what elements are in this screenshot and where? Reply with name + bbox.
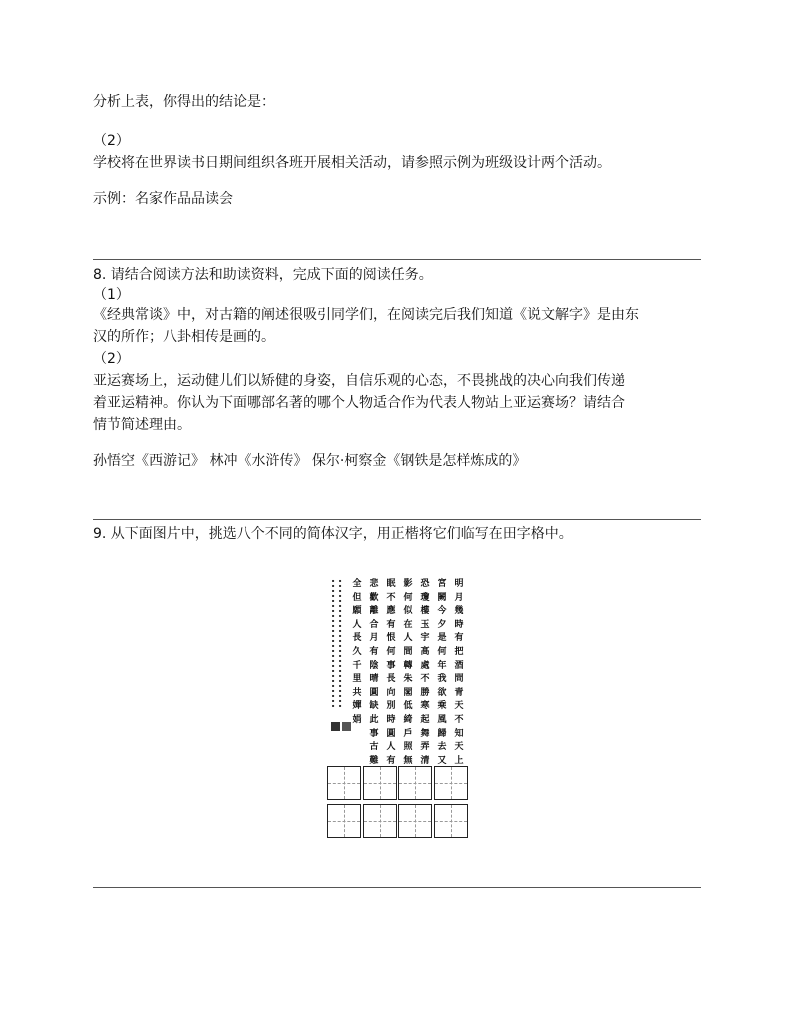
calligraphy-char: 閣 bbox=[403, 687, 413, 698]
calligraphy-char: 低 bbox=[403, 701, 413, 712]
calligraphy-char: 無 bbox=[403, 755, 413, 766]
calligraphy-char: 影 bbox=[403, 579, 413, 589]
inscription-mark: ▪ bbox=[338, 683, 342, 688]
tianzi-cell[interactable] bbox=[434, 766, 468, 800]
calligraphy-char: 天 bbox=[454, 742, 464, 753]
calligraphy-char: 照 bbox=[403, 742, 413, 753]
calligraphy-column bbox=[419, 578, 431, 768]
q8-sub2-line2: 着亚运精神。你认为下面哪部名著的哪个人物适合作为代表人物站上亚运赛场？请结合 bbox=[93, 395, 625, 411]
inscription-mark: ▪ bbox=[331, 703, 335, 708]
inscription-mark: ▪ bbox=[331, 658, 335, 663]
inscription-mark: ▪ bbox=[331, 603, 335, 608]
calligraphy-char: 欲 bbox=[437, 687, 447, 698]
calligraphy-column bbox=[436, 578, 448, 768]
calligraphy-char: 圓 bbox=[369, 687, 379, 698]
calligraphy-char: 寒 bbox=[420, 701, 430, 712]
calligraphy-char: 嬋 bbox=[352, 701, 362, 712]
inscription-mark: ▪ bbox=[338, 593, 342, 598]
calligraphy-char: 戶 bbox=[403, 728, 413, 739]
calligraphy-char: 離 bbox=[369, 606, 379, 617]
calligraphy-char: 問 bbox=[454, 674, 464, 685]
inscription-mark: ▪ bbox=[338, 638, 342, 643]
calligraphy-char: 弄 bbox=[420, 742, 430, 753]
calligraphy-char: 向 bbox=[386, 687, 396, 698]
calligraphy-char: 有 bbox=[454, 633, 464, 644]
calligraphy-char: 轉 bbox=[403, 660, 413, 671]
calligraphy-char: 恨 bbox=[386, 633, 396, 644]
calligraphy-char: 闕 bbox=[437, 592, 447, 603]
calligraphy-char: 夕 bbox=[437, 619, 447, 630]
calligraphy-char: 知 bbox=[454, 728, 464, 739]
tianzi-cell[interactable] bbox=[434, 804, 468, 838]
analysis-prompt: 分析上表，你得出的结论是： bbox=[93, 94, 275, 110]
inscription-mark: ▪ bbox=[338, 663, 342, 668]
inscription-mark: ▪ bbox=[338, 608, 342, 613]
q8-sub1-line2: 汉的所作；八卦相传是画的。 bbox=[93, 329, 275, 345]
calligraphy-char: 共 bbox=[352, 687, 362, 698]
calligraphy-char: 今 bbox=[437, 606, 447, 617]
inscription-mark: ▪ bbox=[331, 643, 335, 648]
calligraphy-char: 年 bbox=[437, 660, 447, 671]
calligraphy-char: 青 bbox=[454, 687, 464, 698]
calligraphy-char: 缺 bbox=[369, 701, 379, 712]
inscription-mark: ▪ bbox=[331, 693, 335, 698]
calligraphy-char: 悲 bbox=[369, 579, 379, 589]
calligraphy-char: 宇 bbox=[420, 633, 430, 644]
calligraphy-char: 人 bbox=[386, 742, 396, 753]
inscription-mark: ▪ bbox=[331, 683, 335, 688]
calligraphy-char: 里 bbox=[352, 674, 362, 685]
calligraphy-char: 幾 bbox=[454, 606, 464, 617]
inscription-mark: ▪ bbox=[331, 648, 335, 653]
calligraphy-char: 不 bbox=[420, 674, 430, 685]
calligraphy-char: 宮 bbox=[437, 579, 447, 589]
calligraphy-char: 時 bbox=[386, 714, 396, 725]
inscription-mark: ▪ bbox=[331, 638, 335, 643]
calligraphy-char: 何 bbox=[437, 646, 447, 657]
inscription-mark: ▪ bbox=[331, 578, 335, 583]
calligraphy-char: 歸 bbox=[437, 728, 447, 739]
q8-options: 孙悟空《西游记》 林冲《水浒传》 保尔·柯察金《钢铁是怎样炼成的》 bbox=[93, 453, 527, 469]
tianzi-grid-row-2 bbox=[327, 804, 469, 838]
inscription-mark: ▪ bbox=[338, 623, 342, 628]
calligraphy-column bbox=[453, 578, 465, 768]
inscription-mark: ▪ bbox=[338, 678, 342, 683]
calligraphy-char: 晴 bbox=[369, 674, 379, 685]
calligraphy-char: 上 bbox=[454, 755, 464, 766]
calligraphy-char: 似 bbox=[403, 606, 413, 617]
calligraphy-column bbox=[385, 578, 397, 768]
q8-sub2-label: （2） bbox=[93, 351, 130, 367]
calligraphy-char: 久 bbox=[352, 646, 362, 657]
inscription-mark: ▪ bbox=[338, 648, 342, 653]
calligraphy-char: 把 bbox=[454, 646, 464, 657]
question-8-title: 8. 请结合阅读方法和助读资料，完成下面的阅读任务。 bbox=[93, 267, 433, 283]
calligraphy-char: 娟 bbox=[352, 714, 362, 725]
calligraphy-char: 長 bbox=[352, 633, 362, 644]
calligraphy-char: 月 bbox=[369, 633, 379, 644]
calligraphy-column bbox=[402, 578, 414, 768]
q8-sub2-line1: 亚运赛场上，运动健儿们以矫健的身姿，自信乐观的心态，不畏挑战的决心向我们传递 bbox=[93, 373, 625, 389]
calligraphy-char: 去 bbox=[437, 742, 447, 753]
calligraphy-char: 此 bbox=[369, 714, 379, 725]
inscription-mark: ▪ bbox=[338, 588, 342, 593]
inscription-mark: ▪ bbox=[338, 653, 342, 658]
inscription-mark: ▪ bbox=[338, 633, 342, 638]
inscription-mark: ▪ bbox=[338, 618, 342, 623]
divider bbox=[93, 259, 701, 260]
inscription-mark: ▪ bbox=[338, 668, 342, 673]
calligraphy-char: 我 bbox=[437, 674, 447, 685]
calligraphy-char: 清 bbox=[420, 755, 430, 766]
inscription-mark: ▪ bbox=[331, 633, 335, 638]
calligraphy-char: 又 bbox=[437, 755, 447, 766]
calligraphy-char: 圓 bbox=[386, 728, 396, 739]
tianzi-cell[interactable] bbox=[363, 766, 397, 800]
calligraphy-char: 全 bbox=[352, 579, 362, 589]
inscription-mark: ▪ bbox=[331, 608, 335, 613]
calligraphy-char: 在 bbox=[403, 619, 413, 630]
divider bbox=[93, 887, 701, 888]
q8-sub2-line3: 情节简述理由。 bbox=[93, 417, 191, 433]
inscription-mark: ▪ bbox=[331, 598, 335, 603]
inscription-mark: ▪ bbox=[331, 588, 335, 593]
inscription-mark: ▪ bbox=[338, 658, 342, 663]
inscription-mark: ▪ bbox=[338, 693, 342, 698]
inscription-mark: ▪ bbox=[331, 623, 335, 628]
tianzi-cell[interactable] bbox=[398, 804, 432, 838]
calligraphy-char: 難 bbox=[369, 755, 379, 766]
calligraphy-char: 乘 bbox=[437, 701, 447, 712]
calligraphy-char: 天 bbox=[454, 701, 464, 712]
seal-stamp bbox=[331, 722, 340, 731]
calligraphy-char: 不 bbox=[454, 714, 464, 725]
calligraphy-char: 合 bbox=[369, 619, 379, 630]
calligraphy-char: 千 bbox=[352, 660, 362, 671]
calligraphy-char: 有 bbox=[369, 646, 379, 657]
inscription-mark: ▪ bbox=[338, 603, 342, 608]
sub-question-2-label: （2） bbox=[93, 133, 130, 149]
calligraphy-char: 時 bbox=[454, 619, 464, 630]
calligraphy-column bbox=[368, 578, 380, 768]
calligraphy-char: 明 bbox=[454, 579, 464, 589]
calligraphy-char: 不 bbox=[386, 592, 396, 603]
divider bbox=[93, 519, 701, 520]
calligraphy-char: 酒 bbox=[454, 660, 464, 671]
q8-sub1-line1: 《经典常谈》中，对古籍的阐述很吸引同学们，在阅读完后我们知道《说文解字》是由东 bbox=[93, 307, 639, 323]
calligraphy-char: 應 bbox=[386, 606, 396, 617]
inscription-mark: ▪ bbox=[338, 673, 342, 678]
inscription-mark: ▪ bbox=[331, 653, 335, 658]
sub-question-2-text: 学校将在世界读书日期间组织各班开展相关活动，请参照示例为班级设计两个活动。 bbox=[93, 155, 611, 171]
calligraphy-char: 風 bbox=[437, 714, 447, 725]
calligraphy-char: 何 bbox=[386, 646, 396, 657]
inscription-column bbox=[338, 578, 342, 708]
inscription-mark: ▪ bbox=[331, 668, 335, 673]
calligraphy-char: 恐 bbox=[420, 579, 430, 589]
tianzi-cell[interactable] bbox=[363, 804, 397, 838]
inscription-mark: ▪ bbox=[331, 678, 335, 683]
inscription-mark: ▪ bbox=[338, 643, 342, 648]
calligraphy-char: 事 bbox=[386, 660, 396, 671]
calligraphy-char: 有 bbox=[386, 755, 396, 766]
calligraphy-char: 綺 bbox=[403, 714, 413, 725]
tianzi-cell[interactable] bbox=[327, 766, 361, 800]
calligraphy-char: 有 bbox=[386, 619, 396, 630]
calligraphy-char: 歡 bbox=[369, 592, 379, 603]
calligraphy-char: 月 bbox=[454, 592, 464, 603]
tianzi-grid-row-1 bbox=[327, 766, 469, 800]
calligraphy-char: 舞 bbox=[420, 728, 430, 739]
calligraphy-char: 陰 bbox=[369, 660, 379, 671]
calligraphy-image bbox=[327, 572, 469, 766]
calligraphy-char: 何 bbox=[403, 592, 413, 603]
calligraphy-char: 眠 bbox=[386, 579, 396, 589]
inscription-mark: ▪ bbox=[331, 618, 335, 623]
question-9-title: 9. 从下面图片中，挑选八个不同的简体汉字，用正楷将它们临写在田字格中。 bbox=[93, 526, 573, 542]
inscription-mark: ▪ bbox=[338, 628, 342, 633]
inscription-mark: ▪ bbox=[331, 583, 335, 588]
inscription-mark: ▪ bbox=[338, 703, 342, 708]
calligraphy-char: 事 bbox=[369, 728, 379, 739]
inscription-mark: ▪ bbox=[338, 583, 342, 588]
inscription-mark: ▪ bbox=[331, 698, 335, 703]
calligraphy-char: 古 bbox=[369, 742, 379, 753]
inscription-mark: ▪ bbox=[331, 663, 335, 668]
tianzi-cell[interactable] bbox=[327, 804, 361, 838]
calligraphy-char: 瓊 bbox=[420, 592, 430, 603]
inscription-mark: ▪ bbox=[338, 578, 342, 583]
calligraphy-column bbox=[351, 578, 363, 728]
calligraphy-char: 是 bbox=[437, 633, 447, 644]
calligraphy-char: 玉 bbox=[420, 619, 430, 630]
inscription-mark: ▪ bbox=[331, 628, 335, 633]
inscription-column bbox=[331, 578, 335, 708]
calligraphy-char: 勝 bbox=[420, 687, 430, 698]
calligraphy-char: 別 bbox=[386, 701, 396, 712]
inscription-mark: ▪ bbox=[331, 688, 335, 693]
calligraphy-char: 間 bbox=[403, 646, 413, 657]
calligraphy-char: 人 bbox=[403, 633, 413, 644]
seal-stamp bbox=[342, 722, 351, 731]
calligraphy-char: 願 bbox=[352, 606, 362, 617]
calligraphy-char: 長 bbox=[386, 674, 396, 685]
inscription-mark: ▪ bbox=[338, 598, 342, 603]
inscription-mark: ▪ bbox=[331, 593, 335, 598]
example-text: 示例：名家作品品读会 bbox=[93, 191, 233, 207]
tianzi-cell[interactable] bbox=[398, 766, 432, 800]
q8-sub1-label: （1） bbox=[93, 287, 130, 303]
calligraphy-char: 朱 bbox=[403, 674, 413, 685]
inscription-mark: ▪ bbox=[338, 688, 342, 693]
calligraphy-char: 處 bbox=[420, 660, 430, 671]
inscription-mark: ▪ bbox=[331, 613, 335, 618]
calligraphy-char: 人 bbox=[352, 619, 362, 630]
calligraphy-char: 但 bbox=[352, 592, 362, 603]
inscription-mark: ▪ bbox=[331, 673, 335, 678]
inscription-mark: ▪ bbox=[338, 613, 342, 618]
inscription-mark: ▪ bbox=[338, 698, 342, 703]
calligraphy-char: 高 bbox=[420, 646, 430, 657]
calligraphy-char: 樓 bbox=[420, 606, 430, 617]
calligraphy-char: 起 bbox=[420, 714, 430, 725]
